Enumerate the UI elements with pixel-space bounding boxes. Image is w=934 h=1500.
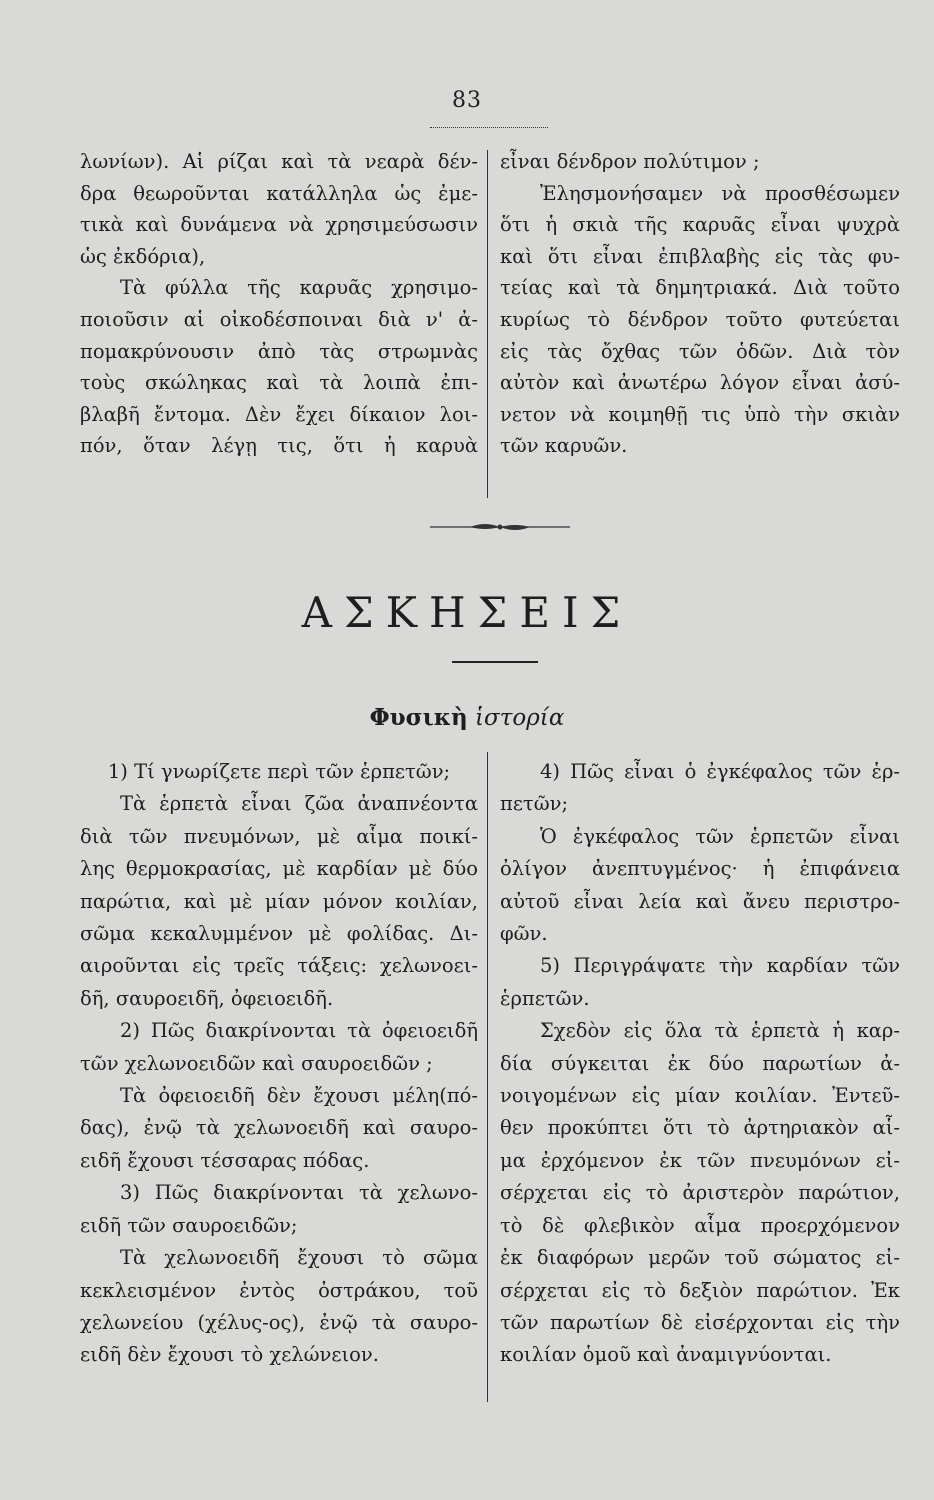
text-line: λωνίων). Αἱ ρίζαι καὶ τὰ νεαρὰ δέν- — [80, 150, 478, 173]
text-line: χελωνείου (χέλυς-ος), ἐνῷ τὰ σαυρο- — [80, 1310, 478, 1334]
bottom-left-column — [80, 756, 478, 1372]
text-line: τῶν χελωνοειδῶν καὶ σαυροειδῶν ; — [80, 1051, 433, 1075]
text-line: ποιοῦσιν αἱ οἰκοδέσποιναι διὰ ν' ἀ- — [80, 307, 478, 331]
text-line: καὶ ὅτι εἶναι ἐπιβλαβὴς εἰς τὰς φυ- — [500, 244, 900, 268]
text-line: πόν, ὅταν λέγῃ τις, ὅτι ἡ καρυὰ — [80, 434, 478, 458]
text-line: Ἐλησμονήσαμεν νὰ προσθέσωμεν — [540, 181, 900, 205]
text-line: Τὰ φύλλα τῆς καρυᾶς χρησιμο- — [120, 276, 478, 300]
text-line: παρώτια, καὶ μὲ μίαν μόνον κοιλίαν, — [80, 889, 478, 913]
text-line: σέρχεται εἰς τὸ ἀριστερὸν παρώτιον, — [500, 1181, 900, 1205]
text-line: τείας καὶ τὰ δημητριακά. Διὰ τοῦτο — [500, 276, 900, 300]
text-line: δῆ, σαυροειδῆ, ὀφειοειδῆ. — [80, 986, 334, 1010]
text-line: ὀλίγον ἀνεπτυγμένος· ἡ ἐπιφάνεια — [500, 857, 900, 881]
section-title: ΑΣΚΗΣΕΙΣ — [301, 588, 633, 637]
text-line: βλαβῆ ἔντομα. Δὲν ἔχει δίκαιον λοι- — [80, 402, 478, 426]
text-line: Τὰ χελωνοειδῆ ἔχουσι τὸ σῶμα — [120, 1246, 478, 1270]
text-line: πομακρύνουσιν ἀπὸ τὰς στρωμνὰς — [80, 339, 478, 363]
text-line: Τὰ ὀφειοειδῆ δὲν ἔχουσι μέλη(πό- — [120, 1084, 478, 1108]
bottom-right-column — [500, 756, 900, 1372]
text-line: τικὰ καὶ δυνάμενα νὰ χρησιμεύσωσιν — [80, 213, 478, 237]
page-number: 83 — [452, 88, 482, 113]
text-line: δρα θεωροῦνται κατάλληλα ὡς ἐμε- — [80, 181, 478, 205]
text-line: σῶμα κεκαλυμμένον μὲ φολίδας. Δι- — [80, 922, 478, 946]
text-line: δία σύγκειται ἐκ δύο παρωτίων ἀ- — [500, 1051, 900, 1075]
text-line: πετῶν; — [500, 792, 569, 816]
text-line: 1) Τί γνωρίζετε περὶ τῶν ἑρπετῶν; — [107, 760, 451, 783]
text-line: ειδῆ τῶν σαυροειδῶν; — [80, 1213, 298, 1237]
text-line: αὐτοῦ εἶναι λεία καὶ ἄνευ περιστρο- — [500, 889, 900, 913]
text-line: 2) Πῶς διακρίνονται τὰ ὀφειοειδῆ — [120, 1019, 478, 1043]
text-line: 4) Πῶς εἶναι ὁ ἐγκέφαλος τῶν ἑρ- — [540, 760, 900, 783]
ornament-divider — [430, 520, 570, 534]
text-line: σέρχεται εἰς τὸ δεξιὸν παρώτιον. Ἐκ — [500, 1278, 900, 1302]
text-line: ἐκ διαφόρων μερῶν τοῦ σώματος εἰ- — [500, 1246, 900, 1270]
text-line: φῶν. — [500, 922, 548, 946]
text-line: νετον νὰ κοιμηθῇ τις ὑπὸ τὴν σκιὰν — [500, 402, 900, 426]
text-line: 5) Περιγράψατε τὴν καρδίαν τῶν — [540, 954, 900, 978]
text-line: ὡς ἐκδόρια), — [80, 244, 206, 268]
text-line: κυρίως τὸ δένδρον τοῦτο φυτεύεται — [500, 307, 900, 331]
text-line: ἑρπετῶν. — [500, 986, 590, 1010]
text-line: 3) Πῶς διακρίνονται τὰ χελωνο- — [120, 1181, 478, 1205]
column-divider-bottom — [487, 752, 488, 1402]
text-line: τῶν παρωτίων δὲ εἰσέρχονται εἰς τὴν — [500, 1310, 900, 1334]
text-line: αιροῦνται εἰς τρεῖς τάξεις: χελωνοει- — [80, 954, 478, 978]
page-number-rule — [430, 127, 548, 128]
text-line: δας), ἐνῷ τὰ χελωνοειδῆ καὶ σαυρο- — [80, 1116, 478, 1140]
subtitle — [0, 704, 934, 731]
text-line: Σχεδὸν εἰς ὅλα τὰ ἑρπετὰ ἡ καρ- — [540, 1019, 900, 1043]
section-title-rule — [452, 661, 538, 663]
text-line: εἰς τὰς ὄχθας τῶν ὁδῶν. Διὰ τὸν — [500, 339, 900, 363]
text-line: ειδῆ δὲν ἔχουσι τὸ χελώνειον. — [80, 1343, 379, 1367]
top-right-column — [500, 146, 900, 462]
text-line: Ὁ ἐγκέφαλος τῶν ἑρπετῶν εἶναι — [540, 824, 900, 848]
subtitle-rest: ἱστορία — [474, 705, 565, 731]
text-line: εἶναι δένδρον πολύτιμον ; — [500, 150, 760, 173]
subtitle-bold: Φυσικὴ — [369, 704, 468, 731]
text-line: ὅτι ἡ σκιὰ τῆς καρυᾶς εἶναι ψυχρὰ — [500, 213, 900, 237]
text-line: τῶν καρυῶν. — [500, 434, 628, 458]
text-line: ειδῆ ἔχουσι τέσσαρας πόδας. — [80, 1148, 370, 1172]
text-line: θεν προκύπτει ὅτι τὸ ἀρτηριακὸν αἷ- — [500, 1116, 900, 1140]
text-line: τὸ δὲ φλεβικὸν αἷμα προερχόμενον — [500, 1213, 900, 1237]
text-line: διὰ τῶν πνευμόνων, μὲ αἷμα ποικί- — [80, 824, 478, 848]
column-divider-top — [487, 150, 488, 498]
text-line: κοιλίαν ὁμοῦ καὶ ἀναμιγνύονται. — [500, 1343, 832, 1367]
text-line: νοιγομένων εἰς μίαν κοιλίαν. Ἐντεῦ- — [500, 1084, 900, 1108]
text-line: Τὰ ἑρπετὰ εἶναι ζῶα ἀναπνέοντα — [120, 792, 478, 816]
text-line: κεκλεισμένον ἐντὸς ὀστράκου, τοῦ — [80, 1278, 478, 1302]
text-line: τοὺς σκώληκας καὶ τὰ λοιπὰ ἐπι- — [80, 371, 478, 395]
text-line: μα ἐρχόμενον ἐκ τῶν πνευμόνων εἰ- — [500, 1148, 900, 1172]
text-line: αὐτὸν καὶ ἀνωτέρω λόγον εἶναι ἀσύ- — [500, 371, 900, 395]
text-line: λης θερμοκρασίας, μὲ καρδίαν μὲ δύο — [80, 857, 478, 881]
top-left-column — [80, 146, 478, 462]
